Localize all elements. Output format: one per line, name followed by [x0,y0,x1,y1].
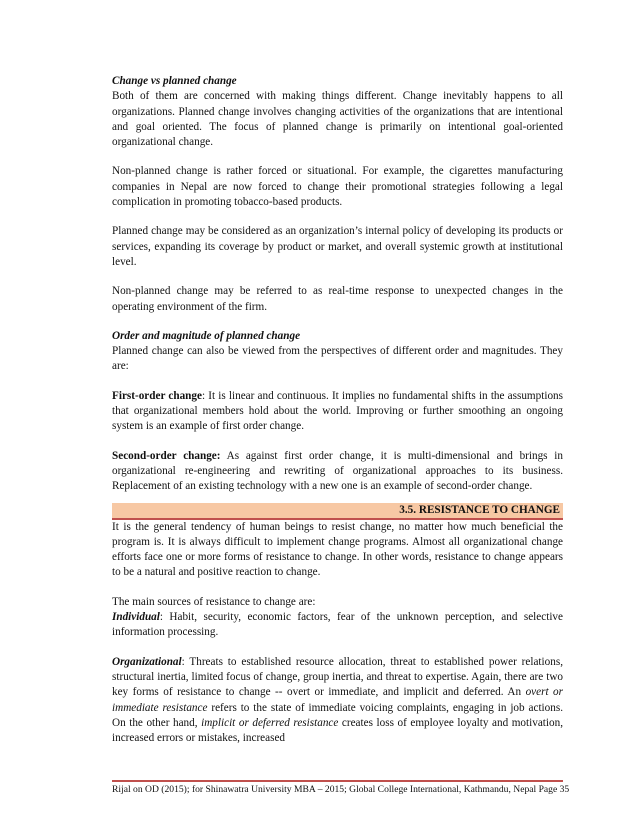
page-footer: Rijal on OD (2015); for Shinawatra University MBA – 2015; Global College International, Kathmandu, Nepal Page 35 [112,784,570,795]
paragraph-first-order [112,389,563,435]
term-first-order: First-order change [112,389,202,402]
section-heading-resistance: 3.5. RESISTANCE TO CHANGE [112,503,563,520]
term-implicit-resistance: implicit or deferred resistance [201,716,339,729]
paragraph-text: Both of them are concerned with making things different. Change inevitably happens to all organizations. Planned change involves changing activities of the organizations that are intentional and goal oriented. The focus of planned change is primarily on intentional goal-oriented organizational change. [112,90,563,149]
sources-lead: The main sources of resistance to change are: [112,595,316,608]
term-organizational: Organizational [112,655,182,668]
paragraph-text: As against first order change, it is multi-dimensional and brings in organizational re-engineering and rewriting of organizational approaches to its business. Replacement of an existing technology with a new one is an example of second-order change. [112,449,564,493]
footer-divider [112,780,563,782]
paragraph-text: creates loss of employee loyalty and motivation, increased errors or mistakes, increased [112,716,564,745]
subheading-order-magnitude: Order and magnitude of planned change [112,329,301,342]
paragraph-planned-policy: Planned change may be considered as an organization’s internal policy of developing its products or services, expanding its coverage by product or market, and overall systemic growth at institutional level. [112,225,563,268]
subheading-change-vs-planned: Change vs planned change [112,75,237,87]
term-second-order: Second-order change: [112,449,221,462]
paragraph-text: Planned change can also be viewed from the perspectives of different order and magnitudes. They are: [112,345,563,373]
paragraph-change-vs-planned [112,74,563,150]
paragraph-text: : Threats to established resource allocation, threat to established power relations, structural inertia, limited focus of change, group inertia, and threat to expertise. Again, there are two key forms of resistance to change -- overt or immediate, and implicit and deferred. An [112,655,563,699]
paragraph-second-order [112,449,563,495]
paragraph-sources [112,595,563,641]
term-individual: Individual [112,611,160,624]
term-overt-resistance: overt or immediate resistance [112,686,563,714]
paragraph-text: refers to the state of immediate voicing complaints, engaging in job actions. On the other hand, [112,701,563,729]
paragraph-non-planned: Non-planned change is rather forced or situational. For example, the cigarettes manufacturing companies in Nepal are now forced to change their promotional strategies following a legal complication in promoting tobacco-based products. [112,165,563,209]
paragraph-resistance-intro: It is the general tendency of human beings to resist change, no matter how much beneficial the program is. It is always difficult to implement change programs. Almost all organizational change efforts face one or more forms of resistance to change. In other words, resistance to change appears to be a natural and positive reaction to change. [112,520,563,579]
paragraph-organizational [112,655,563,747]
paragraph-text: : It is linear and continuous. It implies no fundamental shifts in the assumptions that organizational members hold about the world. Improving or further smoothing an ongoing system is an example of first order change. [112,389,563,433]
paragraph-non-planned-response: Non-planned change may be referred to as real-time response to unexpected changes in the operating environment of the firm. [112,285,563,313]
paragraph-order-magnitude [112,329,563,375]
paragraph-text: : Habit, security, economic factors, fear of the unknown perception, and selective information processing. [112,611,563,639]
page-body [112,74,563,760]
